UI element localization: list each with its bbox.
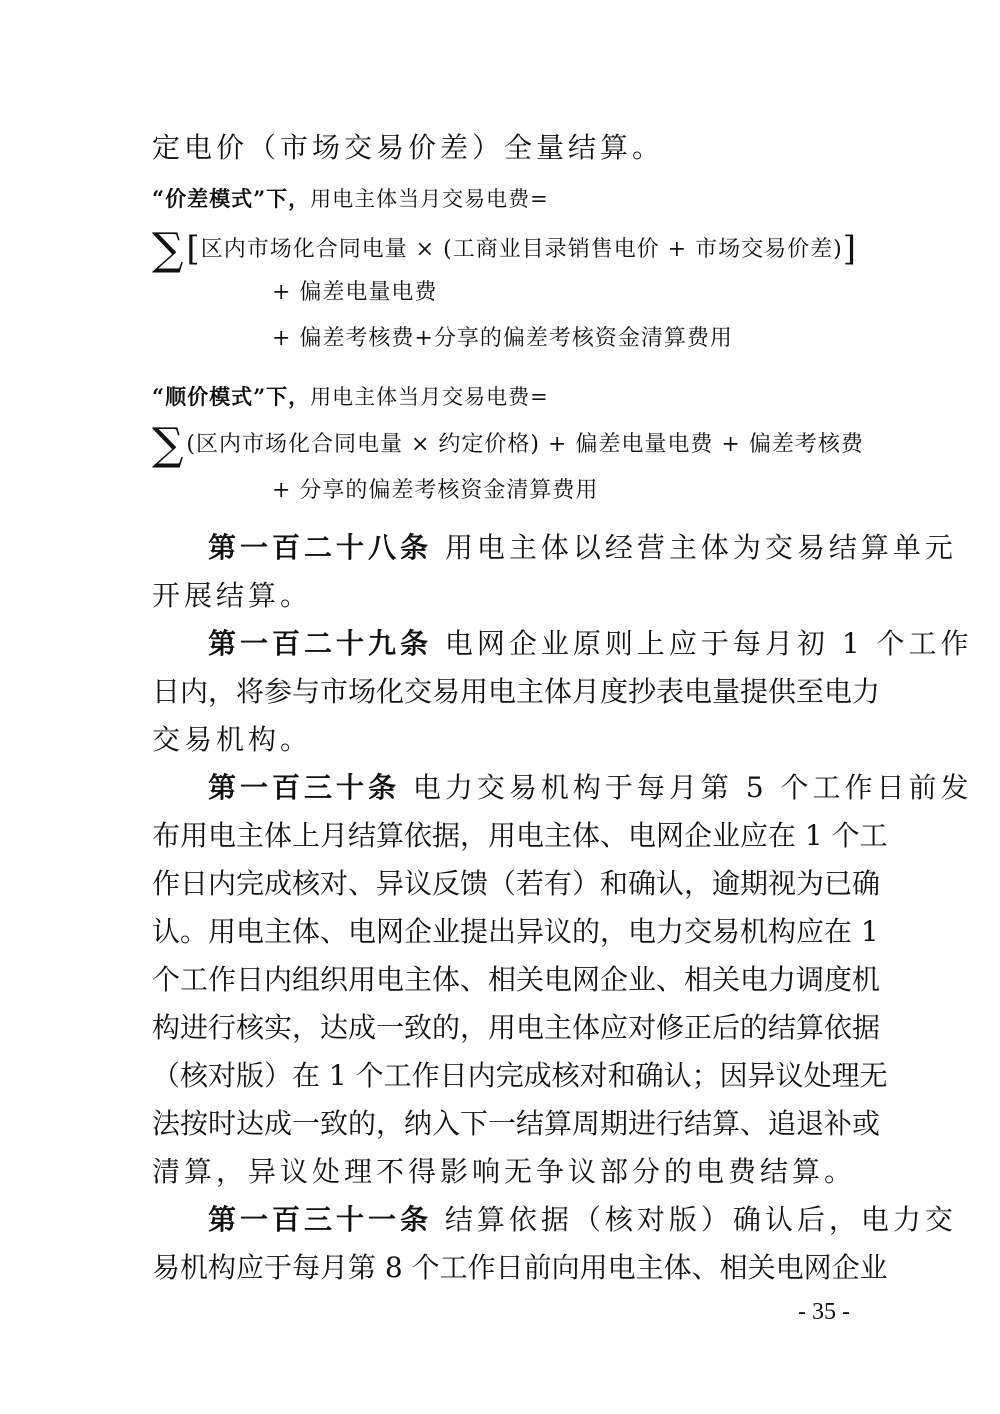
- text-span: 认。用电主体、电网企业提出异议的，电力交易机构应在 1: [152, 915, 879, 948]
- formula-line: [272, 322, 733, 356]
- text-span: 个工作日内组织用电主体、相关电网企业、相关电力调度机: [152, 963, 881, 996]
- text-line: [152, 672, 881, 712]
- formula-line: [272, 276, 437, 310]
- text-line: [152, 576, 852, 616]
- article-title: 第一百三十一条: [208, 1203, 433, 1236]
- sigma-symbol: ∑: [152, 419, 185, 470]
- formula-text: + 分享的偏差考核资金清算费用: [272, 478, 599, 503]
- formula-text: + 偏差考核费+分享的偏差考核资金清算费用: [272, 326, 733, 351]
- text-line: [152, 720, 852, 760]
- spread-mode-label: “价差模式”下，: [152, 186, 311, 211]
- text-line: [152, 1008, 881, 1048]
- formula-line: [272, 474, 598, 508]
- article-title: 第一百三十条: [208, 771, 401, 804]
- article-title: 第一百二十九条: [208, 627, 433, 660]
- open-bracket: [: [186, 229, 201, 269]
- follow-mode-label: “顺价模式”下，: [152, 384, 311, 409]
- text-span: 清算，异议处理不得影响无争议部分的电费结算。: [152, 1155, 857, 1188]
- text-span: 布用电主体上月结算依据，用电主体、电网企业应在 1 个工: [152, 819, 888, 852]
- close-bracket: ]: [842, 229, 857, 269]
- text-span: 日内，将参与市场化交易用电主体月度抄表电量提供至电力: [152, 675, 881, 708]
- text-span: 开展结算。: [152, 579, 313, 612]
- text-span: 法按时达成一致的，纳入下一结算周期进行结算、追退补或: [152, 1107, 881, 1140]
- text-line: [152, 912, 879, 952]
- sigma-symbol: ∑: [152, 224, 185, 275]
- text-span: 作日内完成核对、异议反馈（若有）和确认，逾期视为已确: [152, 867, 881, 900]
- text-span: 电网企业原则上应于每月初 1 个工作: [444, 627, 973, 660]
- text-line: [152, 1152, 857, 1192]
- text-span: 定电价（市场交易价差）全量结算。: [152, 131, 665, 164]
- article-129: [208, 624, 973, 664]
- article-130: [208, 768, 973, 808]
- formula-text: (区内市场化合同电量 × 约定价格) + 偏差电量电费 + 偏差考核费: [186, 432, 864, 457]
- formula-heading-text: 用电主体当月交易电费=: [310, 385, 549, 409]
- article-128: [208, 528, 957, 568]
- text-line: [152, 1104, 881, 1144]
- formula-heading-follow: [152, 380, 549, 415]
- page-number: - 35 -: [798, 1299, 850, 1325]
- text-span: 构进行核实，达成一致的，用电主体应对修正后的结算依据: [152, 1011, 881, 1044]
- text-line: [152, 128, 852, 168]
- text-line: [152, 1056, 888, 1096]
- text-span: （核对版）在 1 个工作日内完成核对和确认；因异议处理无: [152, 1059, 888, 1092]
- article-131: [208, 1200, 957, 1240]
- formula-text: 区内市场化合同电量 × (工商业目录销售电价 + 市场交易价差): [200, 237, 843, 262]
- article-title: 第一百二十八条: [208, 531, 433, 564]
- text-span: 易机构应于每月第 8 个工作日前向用电主体、相关电网企业: [152, 1251, 888, 1284]
- text-line: [152, 960, 881, 1000]
- text-span: 用电主体以经营主体为交易结算单元: [444, 531, 957, 564]
- text-line: [152, 864, 881, 904]
- text-line: [152, 816, 888, 856]
- formula-line: [152, 419, 864, 470]
- formula-text: + 偏差电量电费: [272, 280, 438, 305]
- formula-heading-spread: [152, 182, 549, 217]
- text-line: [152, 1248, 888, 1288]
- text-span: 电力交易机构于每月第 5 个工作日前发: [412, 771, 973, 804]
- formula-heading-text: 用电主体当月交易电费=: [310, 187, 549, 211]
- text-span: 交易机构。: [152, 723, 313, 756]
- text-span: 结算依据（核对版）确认后，电力交: [444, 1203, 957, 1236]
- formula-line: [152, 224, 857, 275]
